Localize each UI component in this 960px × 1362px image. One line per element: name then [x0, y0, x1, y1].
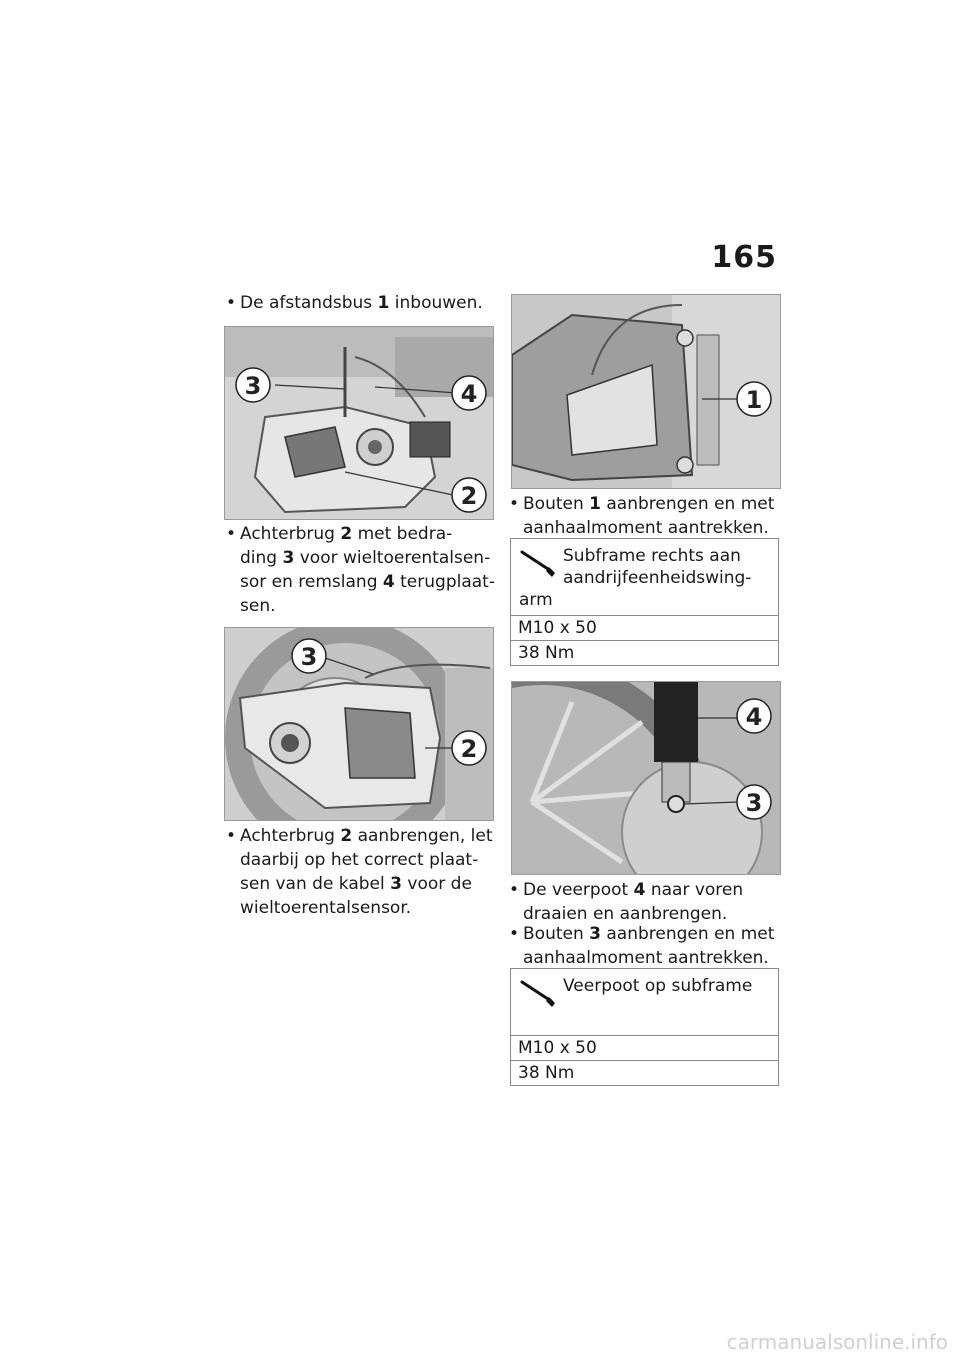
- bolt-size: M10 x 50: [511, 615, 778, 640]
- torque-spec-heading: Veerpoot op subframe: [511, 969, 778, 1035]
- torque-value: 38 Nm: [511, 640, 778, 665]
- callout-4: 4: [745, 703, 763, 731]
- step-install-spacer: • De afstandsbus 1 inbouwen.: [226, 293, 483, 313]
- torque-wrench-icon: [519, 979, 559, 1015]
- bullet-dot: •: [226, 293, 237, 313]
- shock-absorber-illustration: [512, 682, 780, 874]
- callout-3: 3: [745, 789, 763, 817]
- callout-2: 2: [460, 482, 478, 510]
- torque-wrench-icon: [519, 549, 559, 585]
- torque-spec-heading: Subframe rechts aan aandrijfeenheidswing- arm: [519, 546, 752, 610]
- step-reposition-swingarm: • Achterbrug 2 met bedra- ding 3 voor wieltoerentalsen- sor en remslang 4 terugplaat- sen.: [226, 524, 495, 616]
- step-bolts-1: • Bouten 1 aanbrengen en met aanhaalmoment aantrekken.: [509, 494, 775, 538]
- callout-3: 3: [300, 643, 318, 671]
- callout-3: 3: [244, 372, 262, 400]
- watermark: carmanualsonline.info: [726, 1330, 948, 1354]
- bolt-size: M10 x 50: [511, 1035, 778, 1060]
- callout-4: 4: [460, 380, 478, 408]
- torque-spec-shock: [510, 968, 779, 1086]
- subframe-illustration: [512, 295, 780, 488]
- torque-spec-subframe: [510, 538, 779, 666]
- bullet-dot: •: [509, 880, 520, 900]
- bullet-dot: •: [226, 826, 237, 846]
- step-install-swingarm: • Achterbrug 2 aanbrengen, let daarbij op het correct plaat- sen van de kabel 3 voor de wieltoerentalsensor.: [226, 826, 493, 918]
- bullet-dot: •: [509, 494, 520, 514]
- figure-subframe-bolts: [511, 294, 781, 489]
- step-bolts-3: • Bouten 3 aanbrengen en met aanhaalmoment aantrekken.: [509, 924, 775, 968]
- figure-swingarm-callouts: [224, 326, 494, 520]
- figure-swingarm-wheel: [224, 627, 494, 821]
- page-number: 165: [711, 240, 777, 275]
- callout-1: 1: [745, 386, 763, 414]
- swingarm-illustration: [225, 327, 493, 519]
- callout-2: 2: [460, 735, 478, 763]
- figure-shock-absorber: [511, 681, 781, 875]
- swingarm-wheel-illustration: [225, 628, 493, 820]
- step-rotate-shock: • De veerpoot 4 naar voren draaien en aanbrengen.: [509, 880, 744, 924]
- bullet-dot: •: [226, 524, 237, 544]
- bullet-dot: •: [509, 924, 520, 944]
- torque-value: 38 Nm: [511, 1060, 778, 1085]
